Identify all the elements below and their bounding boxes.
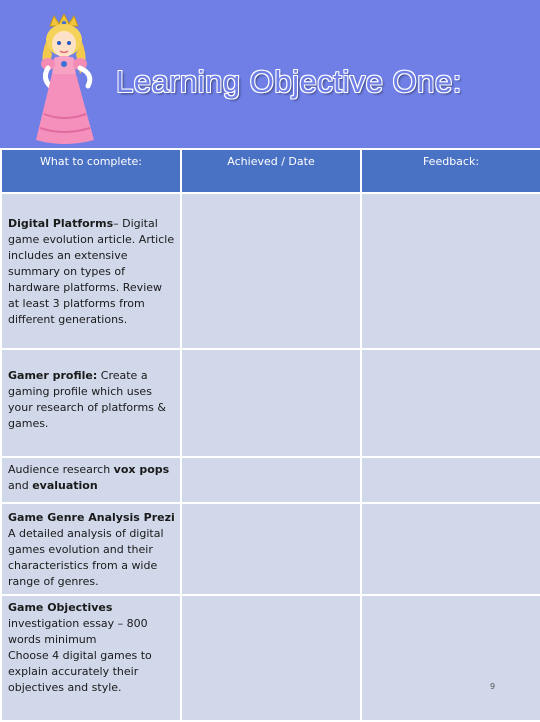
feedback-cell[interactable] bbox=[361, 193, 540, 349]
column-header-what-to-complete: What to complete: bbox=[1, 149, 181, 193]
task-description: Create a gaming profile which uses your research of platforms & games. bbox=[8, 369, 166, 430]
princess-character-icon bbox=[28, 14, 108, 146]
page-title: Learning Objective One: bbox=[116, 64, 462, 99]
task-title: evaluation bbox=[32, 479, 98, 492]
task-description: A detailed analysis of digital games evolution and their characteristics from a wide range of genres. bbox=[8, 527, 164, 588]
column-header-feedback: Feedback: bbox=[361, 149, 540, 193]
task-cell-digital-platforms bbox=[1, 193, 181, 349]
task-description-2: Choose 4 digital games to explain accurately their objectives and style. bbox=[8, 649, 152, 694]
table-row bbox=[1, 349, 540, 457]
task-description: Audience research bbox=[8, 463, 114, 476]
task-title: Game Genre Analysis Prezi bbox=[8, 511, 175, 524]
task-title: Gamer profile: bbox=[8, 369, 98, 382]
task-cell-audience-research bbox=[1, 457, 181, 503]
task-description: investigation essay – 800 words minimum bbox=[8, 617, 148, 646]
achieved-date-cell[interactable] bbox=[181, 193, 361, 349]
feedback-cell[interactable] bbox=[361, 595, 540, 721]
achieved-date-cell[interactable] bbox=[181, 595, 361, 721]
table-row bbox=[1, 503, 540, 595]
feedback-cell[interactable] bbox=[361, 457, 540, 503]
task-title: Digital Platforms bbox=[8, 217, 114, 230]
task-cell-gamer-profile bbox=[1, 349, 181, 457]
achieved-date-cell[interactable] bbox=[181, 457, 361, 503]
table-row bbox=[1, 193, 540, 349]
achieved-date-cell[interactable] bbox=[181, 503, 361, 595]
column-header-achieved-date: Achieved / Date bbox=[181, 149, 361, 193]
task-title: vox pops bbox=[113, 463, 170, 476]
page-number: 9 bbox=[490, 682, 496, 691]
table-row bbox=[1, 595, 540, 721]
task-description: – Digital game evolution article. Article includes an extensive summary on types of hardware platforms. Review at least 3 platforms from different generations. bbox=[8, 217, 175, 326]
table-row bbox=[1, 457, 540, 503]
header-banner bbox=[0, 0, 540, 148]
task-cell-game-genre-analysis bbox=[1, 503, 181, 595]
task-description: and bbox=[8, 479, 33, 492]
task-cell-game-objectives bbox=[1, 595, 181, 721]
task-title: Game Objectives bbox=[8, 601, 113, 614]
table-header-row bbox=[1, 149, 540, 193]
achieved-date-cell[interactable] bbox=[181, 349, 361, 457]
feedback-cell[interactable] bbox=[361, 349, 540, 457]
objectives-table bbox=[0, 148, 540, 722]
feedback-cell[interactable] bbox=[361, 503, 540, 595]
